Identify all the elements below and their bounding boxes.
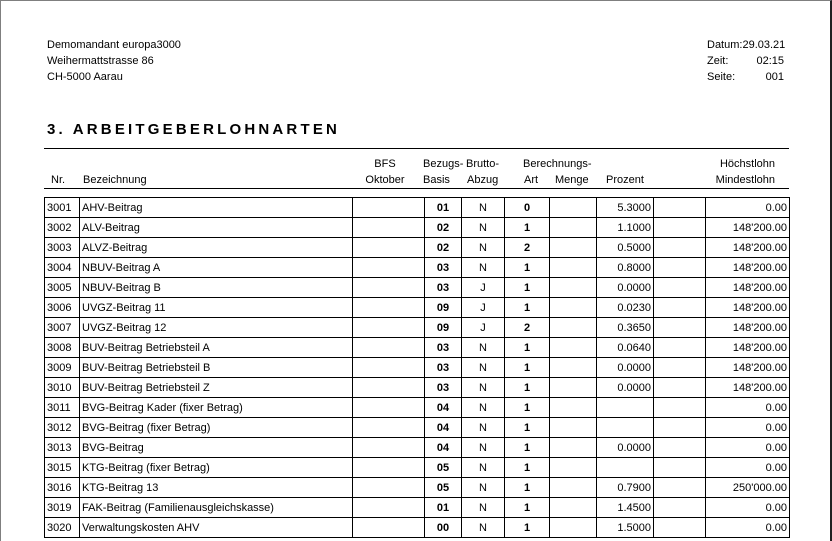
row-lohn: 148'200.00 <box>706 358 790 378</box>
row-bfs <box>353 198 425 218</box>
row-bfs <box>353 418 425 438</box>
row-bfs <box>353 518 425 538</box>
row-basis: 01 <box>425 498 462 518</box>
row-extra <box>654 458 706 478</box>
row-extra <box>654 238 706 258</box>
row-abzug: N <box>462 478 505 498</box>
company-street: Weihermattstrasse 86 <box>47 55 154 67</box>
time-value: 02:15 <box>756 55 784 67</box>
company-name: Demomandant europa3000 <box>47 39 181 51</box>
row-abzug: N <box>462 358 505 378</box>
row-nr: 3002 <box>45 218 80 238</box>
meta-page-row <box>707 69 784 85</box>
row-bezeichnung: BUV-Beitrag Betriebsteil B <box>80 358 353 378</box>
row-basis: 03 <box>425 338 462 358</box>
row-nr: 3005 <box>45 278 80 298</box>
row-extra <box>654 338 706 358</box>
row-basis: 01 <box>425 198 462 218</box>
row-menge <box>550 398 597 418</box>
row-abzug: J <box>462 278 505 298</box>
row-extra <box>654 518 706 538</box>
row-abzug: N <box>462 418 505 438</box>
col-header-brutto: Brutto- <box>466 158 500 170</box>
row-lohn: 0.00 <box>706 398 790 418</box>
row-basis: 03 <box>425 378 462 398</box>
row-art: 1 <box>505 278 550 298</box>
table-row <box>45 458 790 478</box>
row-abzug: N <box>462 378 505 398</box>
row-lohn: 0.00 <box>706 498 790 518</box>
row-prozent: 0.7900 <box>597 478 654 498</box>
row-bfs <box>353 398 425 418</box>
row-menge <box>550 458 597 478</box>
row-menge <box>550 498 597 518</box>
row-abzug: N <box>462 238 505 258</box>
row-menge <box>550 258 597 278</box>
row-extra <box>654 358 706 378</box>
date-label: Datum: <box>707 39 743 51</box>
report-meta <box>707 37 784 85</box>
table-row <box>45 338 790 358</box>
row-bfs <box>353 498 425 518</box>
row-basis: 03 <box>425 358 462 378</box>
row-extra <box>654 278 706 298</box>
row-art: 1 <box>505 218 550 238</box>
table-row <box>45 398 790 418</box>
row-prozent: 1.4500 <box>597 498 654 518</box>
row-abzug: N <box>462 338 505 358</box>
page-value: 001 <box>765 71 784 83</box>
row-basis: 05 <box>425 458 462 478</box>
meta-date-row <box>707 37 784 53</box>
row-bfs <box>353 278 425 298</box>
company-city: CH-5000 Aarau <box>47 71 123 83</box>
table-row <box>45 298 790 318</box>
table-row <box>45 318 790 338</box>
row-bfs <box>353 218 425 238</box>
row-menge <box>550 478 597 498</box>
row-prozent: 0.0000 <box>597 438 654 458</box>
row-lohn: 0.00 <box>706 418 790 438</box>
row-bezeichnung: BVG-Beitrag (fixer Betrag) <box>80 418 353 438</box>
row-bezeichnung: FAK-Beitrag (Familienausgleichskasse) <box>80 498 353 518</box>
row-lohn: 148'200.00 <box>706 218 790 238</box>
row-bfs <box>353 238 425 258</box>
row-menge <box>550 278 597 298</box>
col-header-bfs: BFS <box>374 158 396 170</box>
row-art: 2 <box>505 238 550 258</box>
row-prozent: 0.5000 <box>597 238 654 258</box>
row-bezeichnung: BUV-Beitrag Betriebsteil Z <box>80 378 353 398</box>
row-bezeichnung: NBUV-Beitrag A <box>80 258 353 278</box>
row-extra <box>654 478 706 498</box>
col-header-abzug: Abzug <box>467 174 499 186</box>
row-bfs <box>353 338 425 358</box>
col-header-bezugs: Bezugs- <box>423 158 464 170</box>
row-prozent: 1.1000 <box>597 218 654 238</box>
col-header-mindestlohn: Mindestlohn <box>715 174 775 186</box>
row-prozent: 0.0640 <box>597 338 654 358</box>
row-art: 1 <box>505 418 550 438</box>
row-extra <box>654 498 706 518</box>
table-row <box>45 258 790 278</box>
row-nr: 3006 <box>45 298 80 318</box>
row-art: 0 <box>505 198 550 218</box>
row-lohn: 0.00 <box>706 518 790 538</box>
row-nr: 3019 <box>45 498 80 518</box>
row-prozent: 0.3650 <box>597 318 654 338</box>
date-value: 29.03.21 <box>742 39 786 51</box>
time-label: Zeit: <box>707 55 729 67</box>
row-bfs <box>353 358 425 378</box>
row-prozent: 0.0000 <box>597 358 654 378</box>
row-nr: 3012 <box>45 418 80 438</box>
table-row <box>45 238 790 258</box>
row-nr: 3020 <box>45 518 80 538</box>
row-lohn: 0.00 <box>706 458 790 478</box>
row-bfs <box>353 298 425 318</box>
col-header-basis: Basis <box>423 174 450 186</box>
row-abzug: N <box>462 438 505 458</box>
row-art: 1 <box>505 518 550 538</box>
row-bezeichnung: KTG-Beitrag (fixer Betrag) <box>80 458 353 478</box>
row-bfs <box>353 258 425 278</box>
row-art: 1 <box>505 358 550 378</box>
row-bfs <box>353 318 425 338</box>
row-nr: 3010 <box>45 378 80 398</box>
row-bfs <box>353 478 425 498</box>
row-basis: 09 <box>425 318 462 338</box>
row-nr: 3007 <box>45 318 80 338</box>
table-row <box>45 418 790 438</box>
row-menge <box>550 418 597 438</box>
row-art: 1 <box>505 378 550 398</box>
row-art: 1 <box>505 258 550 278</box>
row-menge <box>550 338 597 358</box>
row-bezeichnung: ALVZ-Beitrag <box>80 238 353 258</box>
row-art: 1 <box>505 478 550 498</box>
row-menge <box>550 198 597 218</box>
row-lohn: 148'200.00 <box>706 378 790 398</box>
row-lohn: 250'000.00 <box>706 478 790 498</box>
row-bezeichnung: UVGZ-Beitrag 11 <box>80 298 353 318</box>
table-row <box>45 278 790 298</box>
row-menge <box>550 218 597 238</box>
row-lohn: 0.00 <box>706 198 790 218</box>
row-nr: 3008 <box>45 338 80 358</box>
row-art: 1 <box>505 458 550 478</box>
table-row <box>45 438 790 458</box>
row-nr: 3016 <box>45 478 80 498</box>
table-row <box>45 358 790 378</box>
row-bfs <box>353 438 425 458</box>
report-title: 3. ARBEITGEBERLOHNARTEN <box>47 121 341 138</box>
row-menge <box>550 438 597 458</box>
row-art: 1 <box>505 338 550 358</box>
row-prozent <box>597 458 654 478</box>
row-menge <box>550 298 597 318</box>
row-basis: 03 <box>425 258 462 278</box>
row-bfs <box>353 458 425 478</box>
row-lohn: 148'200.00 <box>706 258 790 278</box>
row-lohn: 148'200.00 <box>706 338 790 358</box>
table-row <box>45 518 790 538</box>
row-basis: 09 <box>425 298 462 318</box>
row-bezeichnung: BVG-Beitrag Kader (fixer Betrag) <box>80 398 353 418</box>
row-art: 1 <box>505 398 550 418</box>
row-art: 2 <box>505 318 550 338</box>
row-prozent: 0.0230 <box>597 298 654 318</box>
row-abzug: N <box>462 458 505 478</box>
row-lohn: 148'200.00 <box>706 298 790 318</box>
lohnarten-table <box>44 197 790 538</box>
header-divider <box>44 188 789 189</box>
row-prozent <box>597 418 654 438</box>
row-abzug: J <box>462 298 505 318</box>
meta-time-row <box>707 53 784 69</box>
row-menge <box>550 238 597 258</box>
row-nr: 3011 <box>45 398 80 418</box>
page-label: Seite: <box>707 71 736 83</box>
row-extra <box>654 298 706 318</box>
row-abzug: N <box>462 518 505 538</box>
row-nr: 3001 <box>45 198 80 218</box>
row-menge <box>550 378 597 398</box>
row-abzug: N <box>462 198 505 218</box>
row-prozent: 0.0000 <box>597 378 654 398</box>
row-prozent <box>597 398 654 418</box>
row-extra <box>654 218 706 238</box>
row-basis: 05 <box>425 478 462 498</box>
row-bfs <box>353 378 425 398</box>
row-abzug: N <box>462 498 505 518</box>
col-header-bezeichnung: Bezeichnung <box>83 174 147 186</box>
table-row <box>45 198 790 218</box>
row-art: 1 <box>505 438 550 458</box>
row-lohn: 148'200.00 <box>706 278 790 298</box>
row-prozent: 0.0000 <box>597 278 654 298</box>
row-art: 1 <box>505 498 550 518</box>
row-nr: 3015 <box>45 458 80 478</box>
row-extra <box>654 378 706 398</box>
row-bezeichnung: NBUV-Beitrag B <box>80 278 353 298</box>
row-basis: 04 <box>425 418 462 438</box>
row-abzug: N <box>462 218 505 238</box>
row-lohn: 148'200.00 <box>706 318 790 338</box>
row-bezeichnung: BVG-Beitrag <box>80 438 353 458</box>
row-nr: 3004 <box>45 258 80 278</box>
row-basis: 02 <box>425 218 462 238</box>
row-basis: 04 <box>425 438 462 458</box>
row-prozent: 5.3000 <box>597 198 654 218</box>
row-basis: 00 <box>425 518 462 538</box>
col-header-nr: Nr. <box>51 174 66 186</box>
col-header-hoechstlohn: Höchstlohn <box>719 158 775 170</box>
row-nr: 3013 <box>45 438 80 458</box>
company-address <box>47 37 181 85</box>
col-header-oktober: Oktober <box>365 174 405 186</box>
row-abzug: N <box>462 398 505 418</box>
row-lohn: 0.00 <box>706 438 790 458</box>
row-menge <box>550 518 597 538</box>
row-bezeichnung: BUV-Beitrag Betriebsteil A <box>80 338 353 358</box>
row-nr: 3009 <box>45 358 80 378</box>
row-nr: 3003 <box>45 238 80 258</box>
table-row <box>45 478 790 498</box>
row-bezeichnung: KTG-Beitrag 13 <box>80 478 353 498</box>
row-bezeichnung: UVGZ-Beitrag 12 <box>80 318 353 338</box>
row-menge <box>550 358 597 378</box>
row-extra <box>654 318 706 338</box>
table-row <box>45 498 790 518</box>
row-extra <box>654 258 706 278</box>
row-bezeichnung: AHV-Beitrag <box>80 198 353 218</box>
row-extra <box>654 198 706 218</box>
title-divider <box>44 148 789 149</box>
row-basis: 02 <box>425 238 462 258</box>
row-extra <box>654 398 706 418</box>
col-header-berechnungs: Berechnungs- <box>523 158 592 170</box>
row-prozent: 1.5000 <box>597 518 654 538</box>
row-bezeichnung: Verwaltungskosten AHV <box>80 518 353 538</box>
row-abzug: J <box>462 318 505 338</box>
row-extra <box>654 438 706 458</box>
col-header-art: Art <box>524 174 539 186</box>
col-header-prozent: Prozent <box>606 174 644 186</box>
row-art: 1 <box>505 298 550 318</box>
row-basis: 03 <box>425 278 462 298</box>
row-menge <box>550 318 597 338</box>
table-row <box>45 218 790 238</box>
row-lohn: 148'200.00 <box>706 238 790 258</box>
row-abzug: N <box>462 258 505 278</box>
row-extra <box>654 418 706 438</box>
row-bezeichnung: ALV-Beitrag <box>80 218 353 238</box>
row-prozent: 0.8000 <box>597 258 654 278</box>
col-header-menge: Menge <box>555 174 589 186</box>
row-basis: 04 <box>425 398 462 418</box>
table-row <box>45 378 790 398</box>
